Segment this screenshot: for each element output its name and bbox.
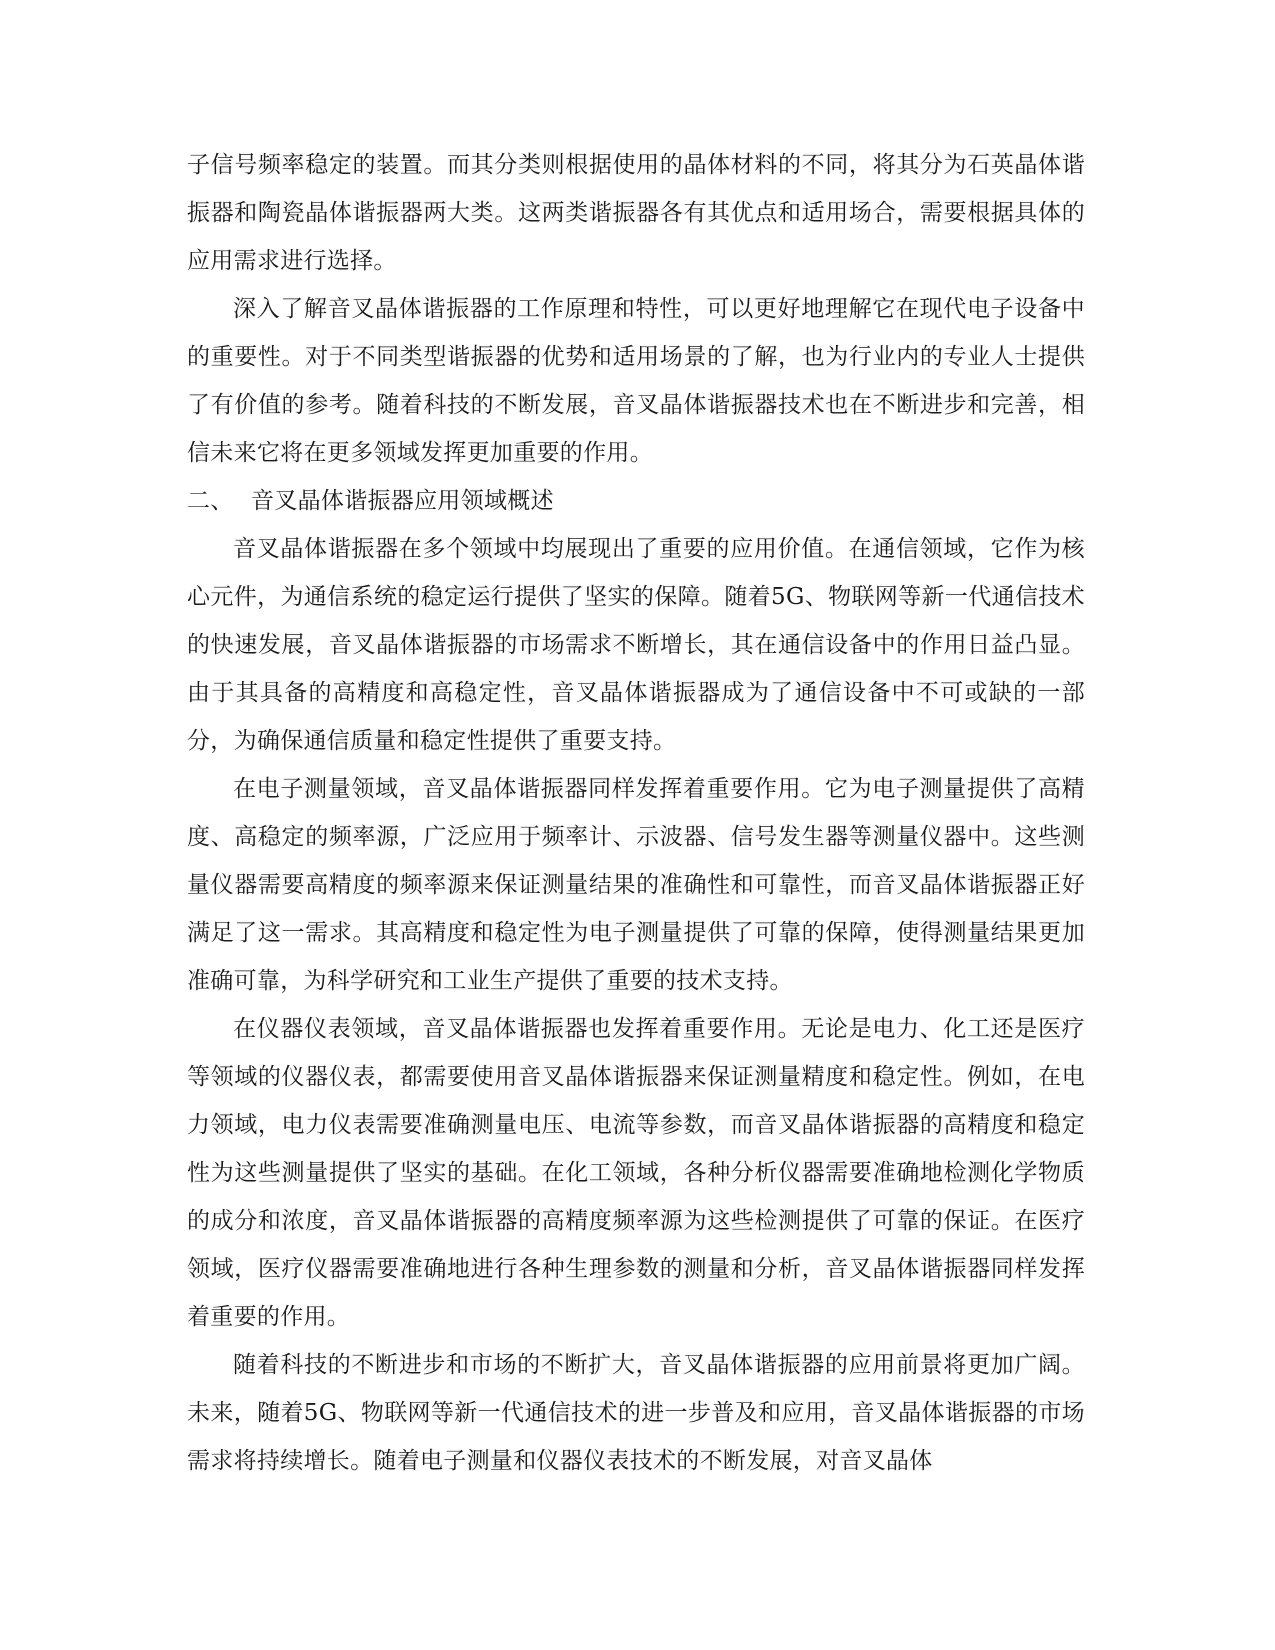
document-body bbox=[187, 141, 1085, 1485]
paragraph-instrumentation: 在仪器仪表领域，音叉晶体谐振器也发挥着重要作用。无论是电力、化工还是医疗等领域的仪器仪表，都需要使用音叉晶体谐振器来保证测量精度和稳定性。例如，在电力领域，电力仪表需要准确测量电压、电流等参数，而音叉晶体谐振器的高精度和稳定性为这些测量提供了坚实的基础。在化工领域，各种分析仪器需要准确地检测化学物质的成分和浓度，音叉晶体谐振器的高精度频率源为这些检测提供了可靠的保证。在医疗领域，医疗仪器需要准确地进行各种生理参数的测量和分析，音叉晶体谐振器同样发挥着重要的作用。 bbox=[187, 1016, 1085, 1330]
section-number: 二、 bbox=[187, 488, 234, 514]
paragraph-outlook: 随着科技的不断进步和市场的不断扩大，音叉晶体谐振器的应用前景将更加广阔。未来，随着5G、物联网等新一代通信技术的进一步普及和应用，音叉晶体谐振器的市场需求将持续增长。随着电子测量和仪器仪表技术的不断发展，对音叉晶体 bbox=[187, 1352, 1085, 1474]
section-heading bbox=[187, 477, 1085, 525]
paragraph-understanding: 深入了解音叉晶体谐振器的工作原理和特性，可以更好地理解它在现代电子设备中的重要性。对于不同类型谐振器的优势和适用场景的了解，也为行业内的专业人士提供了有价值的参考。随着科技的不断发展，音叉晶体谐振器技术也在不断进步和完善，相信未来它将在更多领域发挥更加重要的作用。 bbox=[187, 296, 1085, 466]
paragraph-electronic-measurement: 在电子测量领域，音叉晶体谐振器同样发挥着重要作用。它为电子测量提供了高精度、高稳定的频率源，广泛应用于频率计、示波器、信号发生器等测量仪器中。这些测量仪器需要高精度的频率源来保证测量结果的准确性和可靠性，而音叉晶体谐振器正好满足了这一需求。其高精度和稳定性为电子测量提供了可靠的保障，使得测量结果更加准确可靠，为科学研究和工业生产提供了重要的技术支持。 bbox=[187, 776, 1085, 994]
section-title: 音叉晶体谐振器应用领域概述 bbox=[251, 488, 554, 514]
paragraph-communication: 音叉晶体谐振器在多个领域中均展现出了重要的应用价值。在通信领域，它作为核心元件，为通信系统的稳定运行提供了坚实的保障。随着5G、物联网等新一代通信技术的快速发展，音叉晶体谐振器的市场需求不断增长，其在通信设备中的作用日益凸显。由于其具备的高精度和高稳定性，音叉晶体谐振器成为了通信设备中不可或缺的一部分，为确保通信质量和稳定性提供了重要支持。 bbox=[187, 536, 1085, 754]
paragraph-classification: 子信号频率稳定的装置。而其分类则根据使用的晶体材料的不同，将其分为石英晶体谐振器和陶瓷晶体谐振器两大类。这两类谐振器各有其优点和适用场合，需要根据具体的应用需求进行选择。 bbox=[187, 152, 1085, 274]
